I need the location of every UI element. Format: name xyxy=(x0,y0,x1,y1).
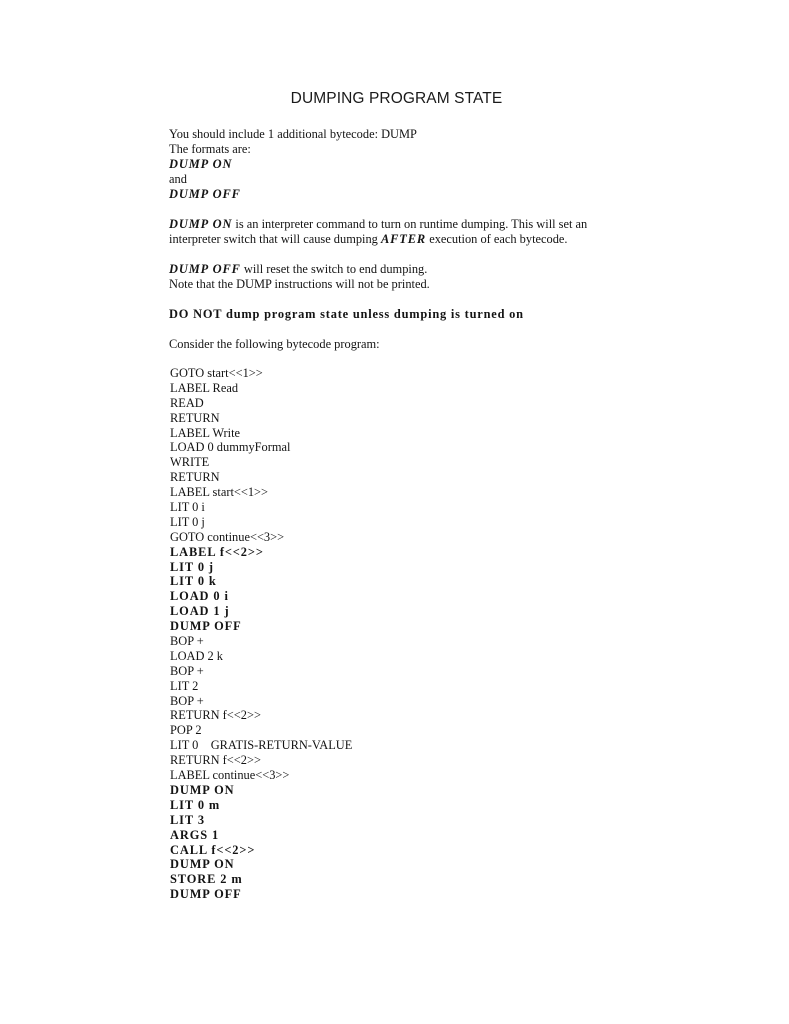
program-line: RETURN f<<2>> xyxy=(170,708,261,723)
program-line: BOP + xyxy=(170,693,204,708)
program-line: READ xyxy=(170,395,204,410)
program-line: DUMP OFF xyxy=(170,887,242,902)
dump-on-text-1: is an interpreter command to turn on runtime dumping. This will set an xyxy=(232,217,588,231)
program-line: WRITE xyxy=(170,455,210,470)
program-line: LABEL Write xyxy=(170,425,241,440)
dump-off-description-line-2: Note that the DUMP instructions will not be printed. xyxy=(169,277,430,291)
format-and: and xyxy=(169,172,187,186)
program-line: DUMP ON xyxy=(170,857,235,872)
program-line: DUMP ON xyxy=(170,782,235,797)
program-line: LOAD 0 dummyFormal xyxy=(170,440,291,455)
program-line: LIT 0 i xyxy=(170,500,205,515)
program-line: LOAD 2 k xyxy=(170,648,223,663)
program-line: RETURN xyxy=(170,470,220,485)
program-line: LABEL f<<2>> xyxy=(170,544,264,559)
program-line: LABEL start<<1>> xyxy=(170,485,269,500)
program-line: CALL f<<2>> xyxy=(170,842,256,857)
page-title: DUMPING PROGRAM STATE xyxy=(290,90,503,107)
description-section xyxy=(169,127,629,352)
program-line: STORE 2 m xyxy=(170,872,243,887)
dump-on-text-2a: interpreter switch that will cause dumping xyxy=(169,232,381,246)
dump-off-text-1: will reset the switch to end dumping. xyxy=(240,262,428,276)
dump-off-keyword: DUMP OFF xyxy=(169,262,241,276)
dump-on-text-2b: execution of each bytecode. xyxy=(426,232,568,246)
program-line: GOTO continue<<3>> xyxy=(170,529,285,544)
program-line: LOAD 0 i xyxy=(170,589,229,604)
program-line: LIT 3 xyxy=(170,812,205,827)
program-line: LIT 0 j xyxy=(170,514,205,529)
dump-off-description-line-1 xyxy=(169,262,629,277)
program-line: BOP + xyxy=(170,663,204,678)
program-line: LIT 0 m xyxy=(170,797,221,812)
dump-on-description-line-2 xyxy=(169,232,629,247)
consider-text: Consider the following bytecode program: xyxy=(169,337,380,351)
program-line: LOAD 1 j xyxy=(170,604,230,619)
program-line: DUMP OFF xyxy=(170,619,242,634)
after-keyword: AFTER xyxy=(380,232,427,246)
program-line: LABEL continue<<3>> xyxy=(170,768,290,783)
program-line: LIT 0 j xyxy=(170,559,214,574)
program-line: RETURN f<<2>> xyxy=(170,753,261,768)
program-line: BOP + xyxy=(170,634,204,649)
dump-on-description-line-1 xyxy=(169,217,629,232)
bytecode-program xyxy=(170,366,352,902)
program-line: LIT 0 GRATIS-RETURN-VALUE xyxy=(170,738,353,753)
intro-line-1: You should include 1 additional bytecode: DUMP xyxy=(169,127,417,141)
program-line: ARGS 1 xyxy=(170,827,220,842)
format-dump-on: DUMP ON xyxy=(169,157,233,171)
format-dump-off: DUMP OFF xyxy=(169,187,241,201)
intro-line-2: The formats are: xyxy=(169,142,251,156)
program-line: LIT 0 k xyxy=(170,574,217,589)
program-line: LABEL Read xyxy=(170,380,239,395)
program-line: LIT 2 xyxy=(170,678,199,693)
program-line: POP 2 xyxy=(170,723,202,738)
program-line: RETURN xyxy=(170,410,220,425)
warning-text: DO NOT dump program state unless dumping is turned on xyxy=(169,307,524,321)
program-line: GOTO start<<1>> xyxy=(170,366,263,380)
dump-on-keyword: DUMP ON xyxy=(169,217,233,231)
